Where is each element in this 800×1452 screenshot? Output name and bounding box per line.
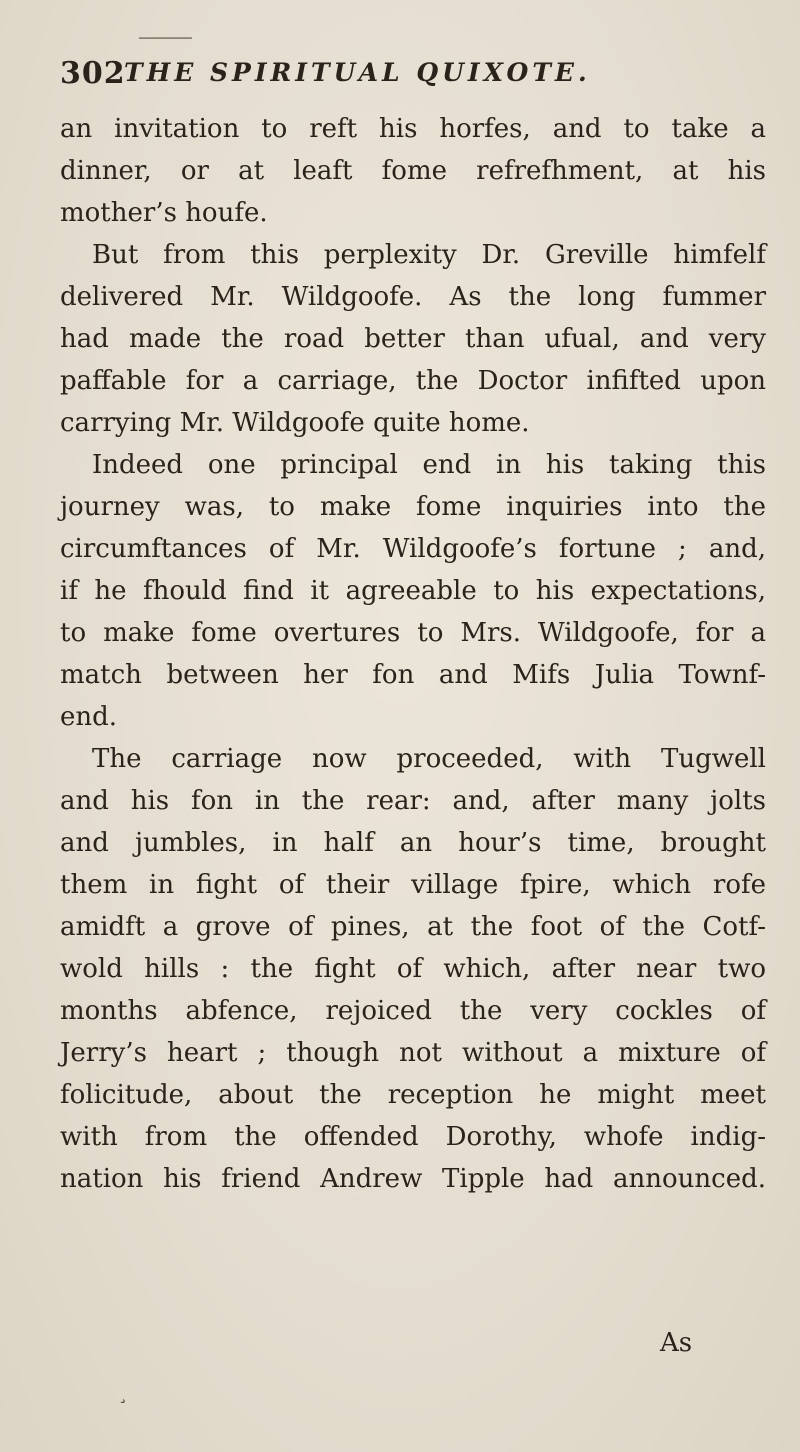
text-line: end. [60, 702, 118, 732]
text-line: months abfence, rejoiced the very cockles of [60, 996, 766, 1026]
text-line: amidft a grove of pines, at the foot of the Cotf- [60, 912, 766, 942]
text-line: mother’s houfe. [60, 198, 268, 228]
ink-mark-icon: ¸ [118, 1380, 128, 1404]
text-line: delivered Mr. Wildgoofe. As the long fummer [60, 282, 766, 312]
page-header [60, 56, 760, 100]
text-line: folicitude, about the reception he might meet [60, 1080, 766, 1110]
text-line: journey was, to make fome inquiries into the [60, 492, 766, 522]
ink-mark-icon: ⸻ [138, 25, 193, 50]
text-line: them in fight of their village fpire, which rofe [60, 870, 766, 900]
catchword: As [660, 1328, 693, 1358]
text-line: wold hills : the fight of which, after near two [60, 954, 766, 984]
running-title: THE SPIRITUAL QUIXOTE. [124, 58, 591, 87]
text-line: had made the road better than ufual, and very [60, 324, 766, 354]
text-line: But from this perplexity Dr. Greville himfelf [92, 240, 766, 270]
text-line: match between her fon and Mifs Julia Townf- [60, 660, 766, 690]
text-line: to make fome overtures to Mrs. Wildgoofe, for a [60, 618, 766, 648]
text-line: and jumbles, in half an hour’s time, brought [60, 828, 766, 858]
text-line: and his fon in the rear: and, after many jolts [60, 786, 766, 816]
text-line: an invitation to reft his horfes, and to take a [60, 114, 766, 144]
text-line: if he fhould find it agreeable to his expectations, [60, 576, 766, 606]
text-line: with from the offended Dorothy, whofe indig- [60, 1122, 766, 1152]
text-line: paffable for a carriage, the Doctor infifted upon [60, 366, 766, 396]
text-line: Indeed one principal end in his taking this [92, 450, 766, 480]
text-line: carrying Mr. Wildgoofe quite home. [60, 408, 530, 438]
text-line: circumftances of Mr. Wildgoofe’s fortune ; and, [60, 534, 766, 564]
text-line: nation his friend Andrew Tipple had announced. [60, 1164, 766, 1194]
page-number: 302 [60, 56, 126, 91]
text-line: Jerry’s heart ; though not without a mixture of [60, 1038, 766, 1068]
text-line: The carriage now proceeded, with Tugwell [92, 744, 766, 774]
body-text [60, 108, 766, 1200]
text-line: dinner, or at leaft fome refrefhment, at his [60, 156, 766, 186]
